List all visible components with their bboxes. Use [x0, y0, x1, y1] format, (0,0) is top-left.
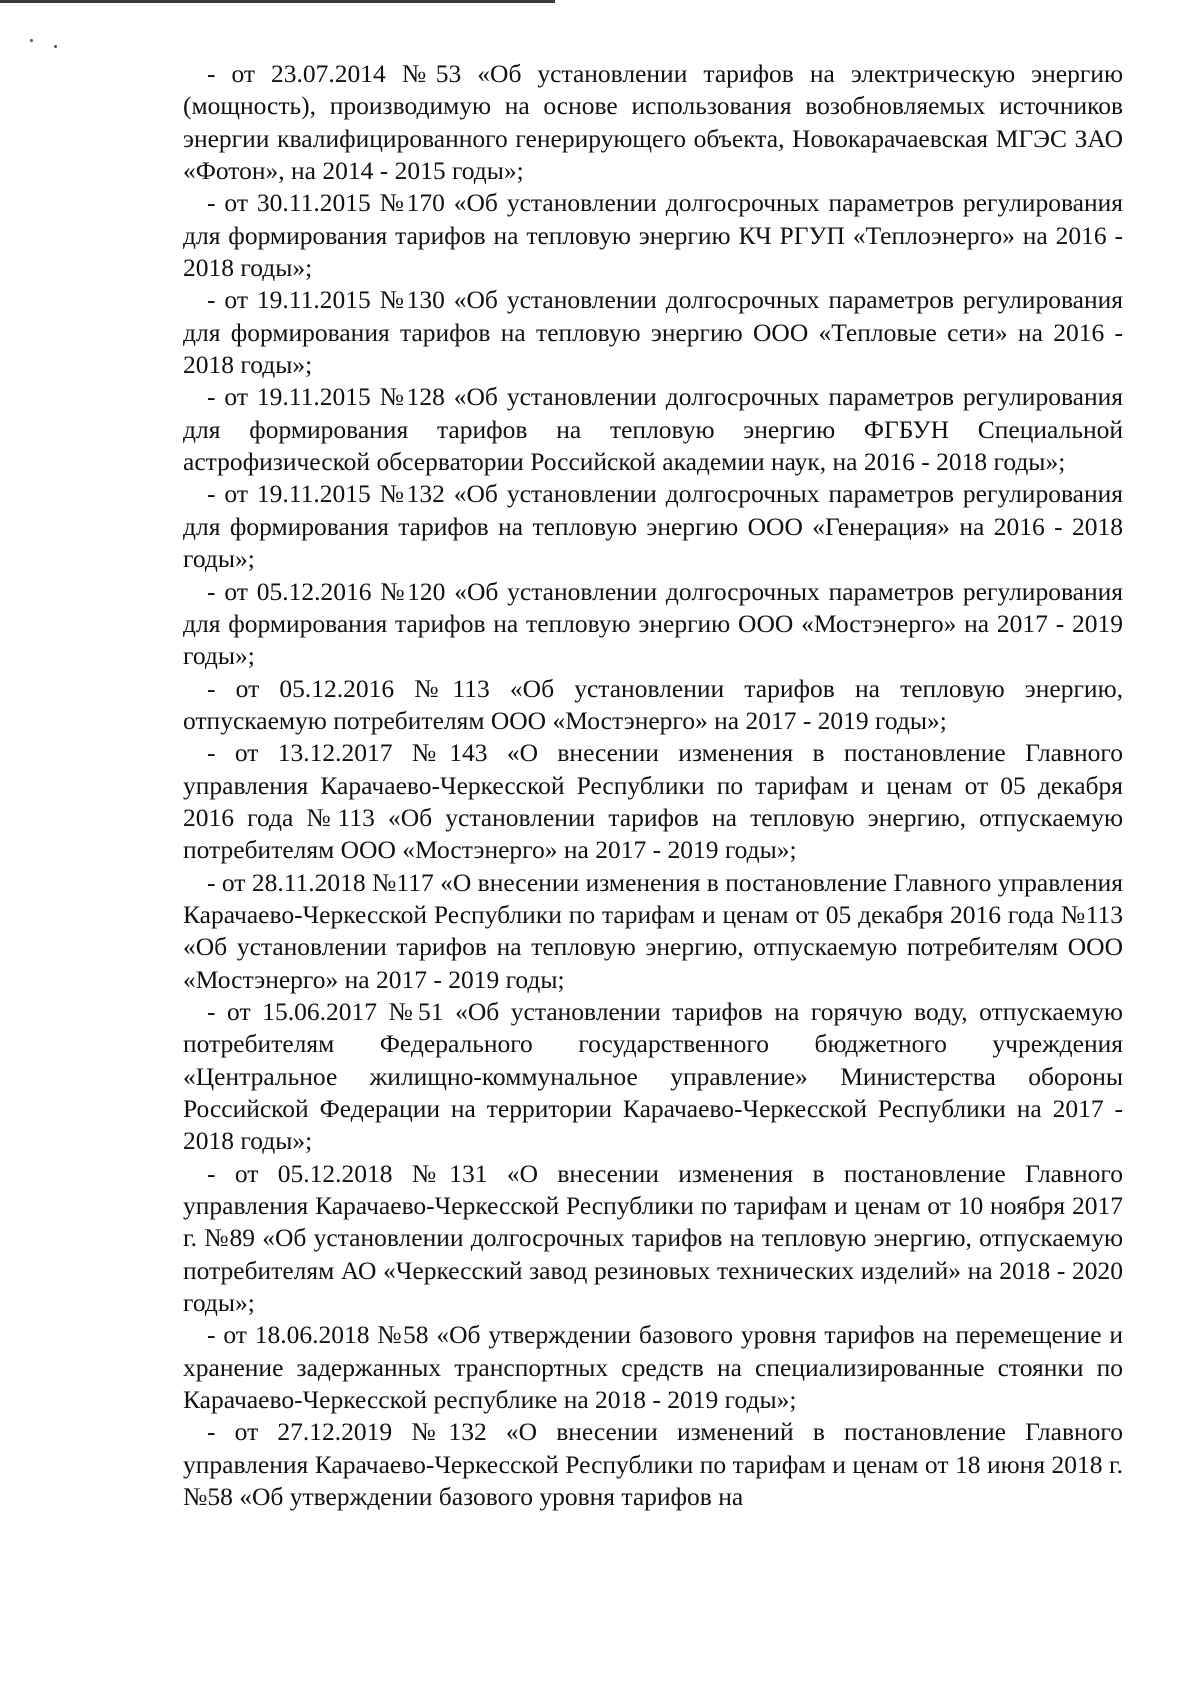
- list-item: - от 19.11.2015 №128 «Об установлении долгосрочных параметров регулирования для формирования тарифов на тепловую энергию ФГБУН Специальной астрофизической обсерватории Российской академии наук, на 2016 - 2018 годы»;: [183, 382, 1123, 477]
- scan-top-rule: [0, 0, 555, 3]
- list-item: - от 05.12.2016 №113 «Об установлении тарифов на тепловую энергию, отпускаемую потребителям ООО «Мостэнерго» на 2017 - 2019 годы»;: [183, 673, 1123, 735]
- list-item: - от 05.12.2018 №131 «О внесении изменения в постановление Главного управления Карачаево-Черкесской Республики по тарифам и ценам от 10 ноября 2017 г. №89 «Об установлении долгосрочных тарифов на тепловую энергию, отпускаемую потребителям АО «Черкесский завод резиновых технических изделий» на 2018 - 2020 годы»;: [183, 1158, 1123, 1318]
- document-body: [183, 58, 1123, 1513]
- list-item: - от 15.06.2017 №51 «Об установлении тарифов на горячую воду, отпускаемую потребителям Федерального государственного бюджетного учреждения «Центральное жилищно-коммунальное управление» Министерства обороны Российской Федерации на территории Карачаево-Черкесской Республики на 2017 - 2018 годы»;: [183, 996, 1123, 1156]
- scan-speck: [30, 39, 33, 42]
- list-item: - от 28.11.2018 №117 «О внесении изменения в постановление Главного управления Карачаево-Черкесской Республики по тарифам и ценам от 05 декабря 2016 года №113 «Об установлении тарифов на тепловую энергию, отпускаемую потребителям ООО «Мостэнерго» на 2017 - 2019 годы;: [183, 867, 1123, 994]
- list-item: - от 19.11.2015 №130 «Об установлении долгосрочных параметров регулирования для формирования тарифов на тепловую энергию ООО «Тепловые сети» на 2016 - 2018 годы»;: [183, 285, 1123, 380]
- scan-speck: [54, 45, 57, 48]
- list-item: - от 23.07.2014 №53 «Об установлении тарифов на электрическую энергию (мощность), производимую на основе использования возобновляемых источников энергии квалифицированного генерирующего объекта, Новокарачаевская МГЭС ЗАО «Фотон», на 2014 - 2015 годы»;: [183, 59, 1123, 186]
- list-item: - от 05.12.2016 №120 «Об установлении долгосрочных параметров регулирования для формирования тарифов на тепловую энергию ООО «Мостэнерго» на 2017 - 2019 годы»;: [183, 576, 1123, 671]
- list-item: - от 30.11.2015 №170 «Об установлении долгосрочных параметров регулирования для формирования тарифов на тепловую энергию КЧ РГУП «Теплоэнерго» на 2016 - 2018 годы»;: [183, 188, 1123, 283]
- list-item: - от 18.06.2018 №58 «Об утверждении базового уровня тарифов на перемещение и хранение задержанных транспортных средств на специализированные стоянки по Карачаево-Черкесской республике на 2018 - 2019 годы»;: [183, 1320, 1123, 1415]
- list-item: - от 13.12.2017 №143 «О внесении изменения в постановление Главного управления Карачаево-Черкесской Республики по тарифам и ценам от 05 декабря 2016 года №113 «Об установлении тарифов на тепловую энергию, отпускаемую потребителям ООО «Мостэнерго» на 2017 - 2019 годы»;: [183, 738, 1123, 865]
- list-item: - от 27.12.2019 №132 «О внесении изменений в постановление Главного управления Карачаево-Черкесской Республики по тарифам и ценам от 18 июня 2018 г. №58 «Об утверждении базового уровня тарифов на: [183, 1417, 1123, 1512]
- list-item: - от 19.11.2015 №132 «Об установлении долгосрочных параметров регулирования для формирования тарифов на тепловую энергию ООО «Генерация» на 2016 - 2018 годы»;: [183, 479, 1123, 574]
